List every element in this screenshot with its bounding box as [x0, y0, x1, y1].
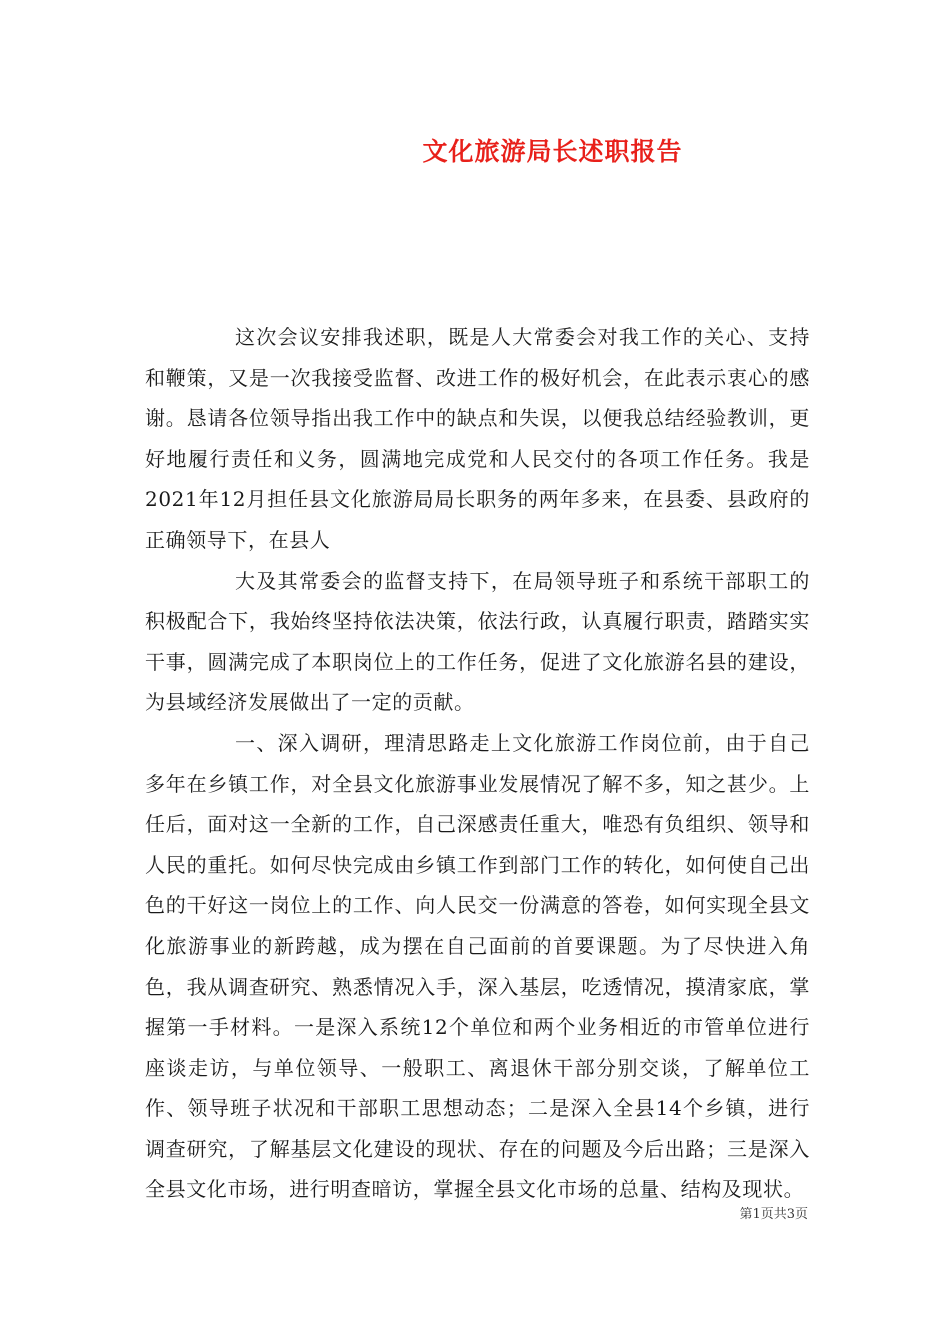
- page-number: 第1页共3页: [739, 1207, 808, 1222]
- document-title: 文化旅游局长述职报告: [422, 137, 683, 166]
- paragraph-continuation: 大及其常委会的监督支持下，在局领导班子和系统干部职工的积极配合下，我始终坚持依法决策，依法行政，认真履行职责，踏踏实实干事，圆满完成了本职岗位上的工作任务，促进了文化旅游名县的建设，为县域经济发展做出了一定的贡献。: [145, 568, 810, 715]
- paragraph-intro: 这次会议安排我述职，既是人大常委会对我工作的关心、支持和鞭策，又是一次我接受监督、改进工作的极好机会，在此表示衷心的感谢。恳请各位领导指出我工作中的缺点和失误，以便我总结经验教训，更好地履行责任和义务，圆满地完成党和人民交付的各项工作任务。我是2021年12月担任县文化旅游局局长职务的两年多来，在县委、县政府的正确领导下，在县人: [145, 325, 810, 552]
- document-body: [145, 317, 810, 1210]
- paragraph-section-one: 一、深入调研，理清思路走上文化旅游工作岗位前，由于自己多年在乡镇工作，对全县文化旅游事业发展情况了解不多，知之甚少。上任后，面对这一全新的工作，自己深感责任重大，唯恐有负组织、领导和人民的重托。如何尽快完成由乡镇工作到部门工作的转化，如何使自己出色的干好这一岗位上的工作、向人民交一份满意的答卷，如何实现全县文化旅游事业的新跨越，成为摆在自己面前的首要课题。为了尽快进入角色，我从调查研究、熟悉情况入手，深入基层，吃透情况，摸清家底，掌握第一手材料。一是深入系统12个单位和两个业务相近的市管单位进行座谈走访，与单位领导、一般职工、离退休干部分别交谈，了解单位工作、领导班子状况和干部职工思想动态；二是深入全县14个乡镇，进行调查研究，了解基层文化建设的现状、存在的问题及今后出路；三是深入全县文化市场，进行明查暗访，掌握全县文化市场的总量、结构及现状。: [145, 730, 810, 1202]
